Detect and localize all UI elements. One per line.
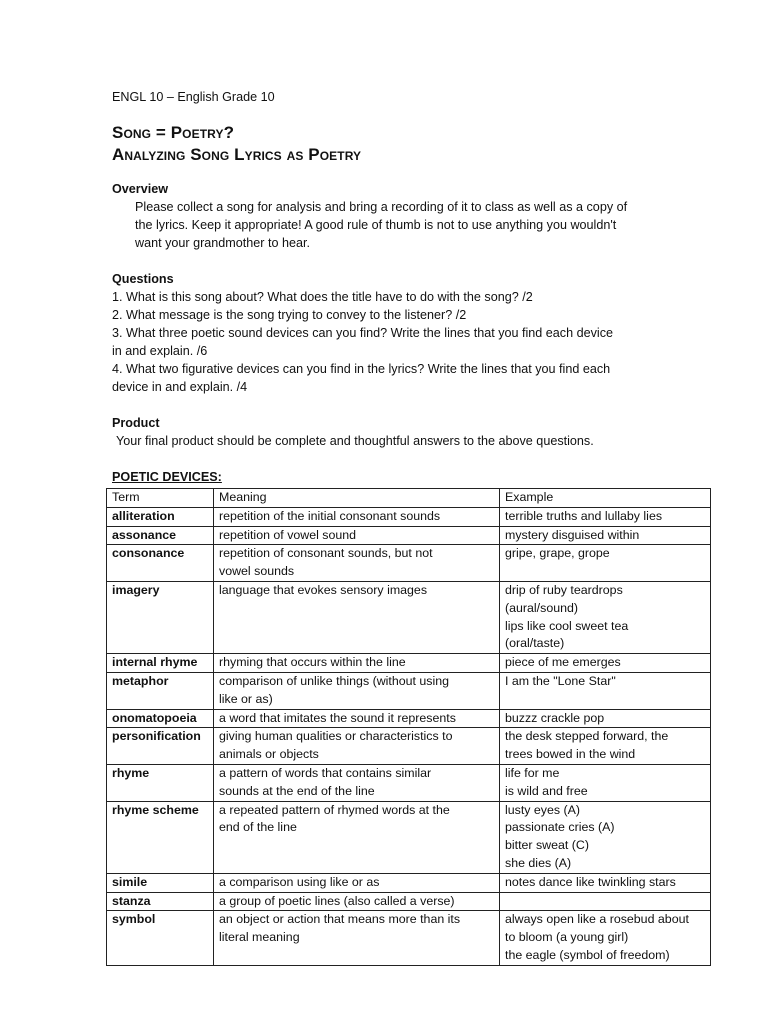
example-line: the eagle (symbol of freedom) <box>505 947 670 962</box>
device-example <box>500 873 711 892</box>
meaning-line: animals or objects <box>219 747 319 762</box>
device-example <box>500 654 711 673</box>
device-term: internal rhyme <box>107 654 214 673</box>
table-row <box>107 709 711 728</box>
meaning-line: a repeated pattern of rhymed words at the <box>219 802 450 817</box>
device-term: stanza <box>107 892 214 911</box>
example-line: I am the "Lone Star" <box>505 673 616 688</box>
device-term: assonance <box>107 526 214 545</box>
example-line: to bloom (a young girl) <box>505 930 629 945</box>
device-example <box>500 728 711 765</box>
example-line: gripe, grape, grope <box>505 546 610 561</box>
meaning-line: sounds at the end of the line <box>219 783 375 798</box>
meaning-line: literal meaning <box>219 930 300 945</box>
device-meaning <box>214 892 500 911</box>
table-row <box>107 764 711 801</box>
device-term: metaphor <box>107 672 214 709</box>
table-row <box>107 801 711 873</box>
device-term: rhyme scheme <box>107 801 214 873</box>
overview-body <box>112 198 708 252</box>
overview-line: the lyrics. Keep it appropriate! A good rule of thumb is not to use anything you wouldn't <box>135 218 617 232</box>
example-line: she dies (A) <box>505 855 572 870</box>
device-term: simile <box>107 873 214 892</box>
meaning-line: a group of poetic lines (also called a verse) <box>219 893 455 908</box>
table-body <box>107 507 711 965</box>
meaning-line: a pattern of words that contains similar <box>219 765 432 780</box>
device-example <box>500 526 711 545</box>
meaning-line: comparison of unlike things (without using <box>219 673 450 688</box>
meaning-line: vowel sounds <box>219 564 295 579</box>
device-meaning <box>214 526 500 545</box>
example-line: lusty eyes (A) <box>505 802 581 817</box>
device-example <box>500 911 711 965</box>
meaning-line: repetition of the initial consonant sounds <box>219 508 441 523</box>
device-meaning <box>214 545 500 582</box>
title-line-1: Song = Poetry? <box>112 123 235 142</box>
example-line: drip of ruby teardrops <box>505 582 623 597</box>
device-meaning <box>214 654 500 673</box>
title-line-2: Analyzing Song Lyrics as Poetry <box>112 145 362 164</box>
meaning-line: an object or action that means more than its <box>219 912 461 927</box>
column-header-term: Term <box>107 489 214 508</box>
device-example <box>500 709 711 728</box>
device-meaning <box>214 873 500 892</box>
meaning-line: language that evokes sensory images <box>219 582 428 597</box>
device-example <box>500 801 711 873</box>
meaning-line: a comparison using like or as <box>219 874 380 889</box>
meaning-line: giving human qualities or characteristics to <box>219 729 453 744</box>
table-row <box>107 654 711 673</box>
device-meaning <box>214 507 500 526</box>
example-line: buzzz crackle pop <box>505 710 605 725</box>
questions-body <box>112 288 708 396</box>
device-meaning <box>214 911 500 965</box>
poetic-devices-heading: POETIC DEVICES: <box>112 470 222 484</box>
questions-heading: Questions <box>112 272 174 286</box>
meaning-line: rhyming that occurs within the line <box>219 655 406 670</box>
meaning-line: a word that imitates the sound it represents <box>219 710 456 725</box>
example-line: always open like a rosebud about <box>505 912 689 927</box>
table-row <box>107 545 711 582</box>
table-row <box>107 526 711 545</box>
example-line: passionate cries (A) <box>505 820 615 835</box>
device-term: alliteration <box>107 507 214 526</box>
overview-line: Please collect a song for analysis and bring a recording of it to class as well as a copy of <box>135 200 628 214</box>
example-line: trees bowed in the wind <box>505 747 636 762</box>
example-line: is wild and free <box>505 783 588 798</box>
device-example <box>500 507 711 526</box>
device-term: onomatopoeia <box>107 709 214 728</box>
question-line: 4. What two figurative devices can you find in the lyrics? Write the lines that you find each <box>112 362 611 376</box>
meaning-line: end of the line <box>219 820 297 835</box>
device-term: consonance <box>107 545 214 582</box>
table-row <box>107 892 711 911</box>
device-term: symbol <box>107 911 214 965</box>
device-example <box>500 545 711 582</box>
question-line: 3. What three poetic sound devices can you find? Write the lines that you find each device <box>112 326 614 340</box>
device-example <box>500 892 711 911</box>
product-text: Your final product should be complete and thoughtful answers to the above questions. <box>116 434 594 448</box>
device-meaning <box>214 764 500 801</box>
table-row <box>107 911 711 965</box>
question-line: 1. What is this song about? What does the title have to do with the song? /2 <box>112 290 533 304</box>
device-example <box>500 581 711 653</box>
example-line: bitter sweat (C) <box>505 838 589 853</box>
example-line: the desk stepped forward, the <box>505 729 669 744</box>
device-meaning <box>214 709 500 728</box>
column-header-meaning: Meaning <box>214 489 500 508</box>
device-example <box>500 672 711 709</box>
device-term: personification <box>107 728 214 765</box>
example-line: lips like cool sweet tea <box>505 618 629 633</box>
example-line: terrible truths and lullaby lies <box>505 508 663 523</box>
course-header: ENGL 10 – English Grade 10 <box>112 90 275 104</box>
table-row <box>107 581 711 653</box>
table-row <box>107 873 711 892</box>
question-line: in and explain. /6 <box>112 344 208 358</box>
example-line: piece of me emerges <box>505 655 621 670</box>
question-line: device in and explain. /4 <box>112 380 248 394</box>
table-row <box>107 728 711 765</box>
example-line: mystery disguised within <box>505 527 640 542</box>
example-line: (oral/taste) <box>505 636 565 651</box>
overview-line: want your grandmother to hear. <box>135 236 311 250</box>
column-header-example: Example <box>500 489 711 508</box>
table-row <box>107 672 711 709</box>
example-line: (aural/sound) <box>505 600 579 615</box>
question-line: 2. What message is the song trying to convey to the listener? /2 <box>112 308 467 322</box>
device-term: imagery <box>107 581 214 653</box>
device-term: rhyme <box>107 764 214 801</box>
device-example <box>500 764 711 801</box>
table-row <box>107 507 711 526</box>
example-line: notes dance like twinkling stars <box>505 874 676 889</box>
table-header-row <box>107 489 711 508</box>
device-meaning <box>214 672 500 709</box>
product-heading: Product <box>112 416 160 430</box>
meaning-line: like or as) <box>219 691 273 706</box>
overview-heading: Overview <box>112 182 169 196</box>
meaning-line: repetition of vowel sound <box>219 527 357 542</box>
device-meaning <box>214 728 500 765</box>
poetic-devices-table <box>106 488 711 966</box>
device-meaning <box>214 801 500 873</box>
meaning-line: repetition of consonant sounds, but not <box>219 546 433 561</box>
example-line: life for me <box>505 765 560 780</box>
device-meaning <box>214 581 500 653</box>
